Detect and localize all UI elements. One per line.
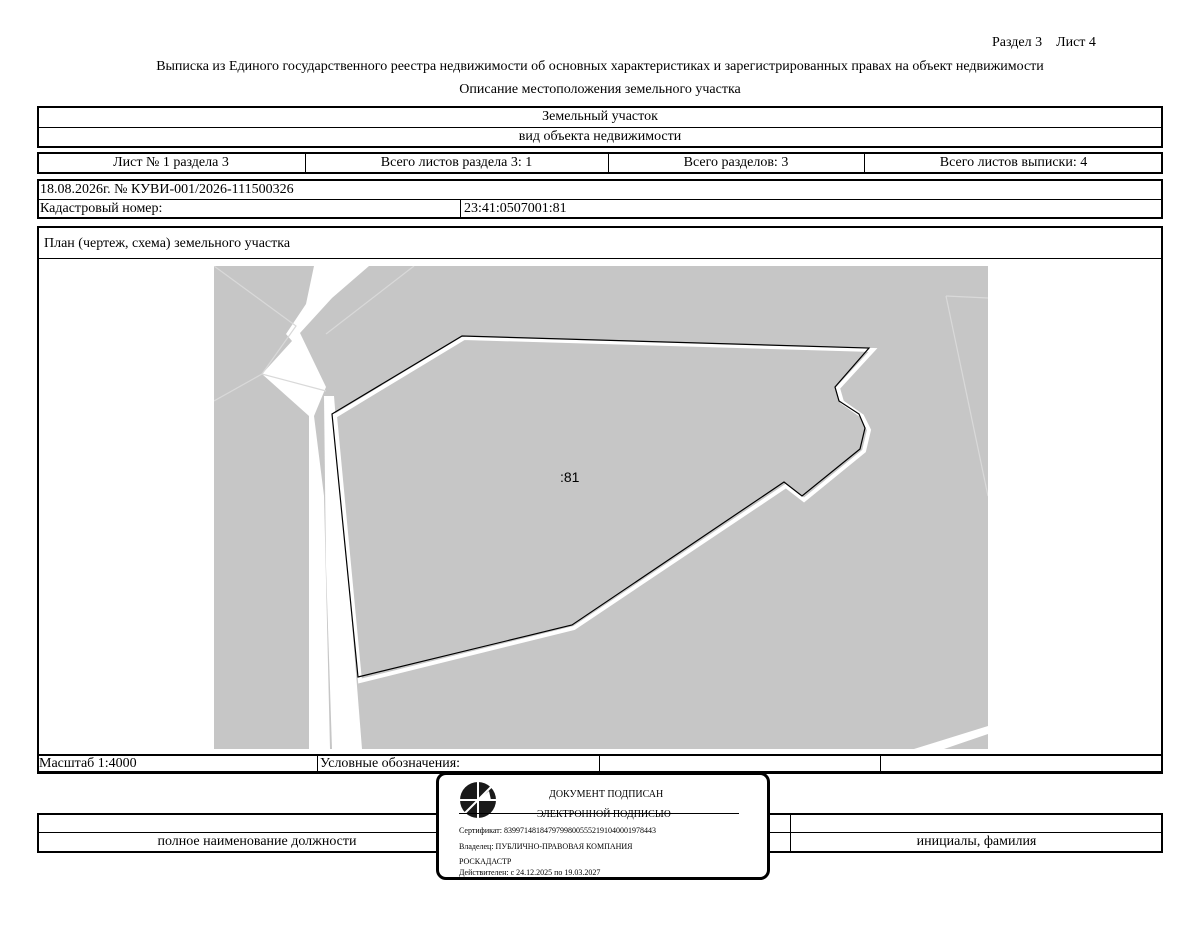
divider	[37, 199, 1163, 200]
divider	[599, 754, 600, 774]
object-type-caption: вид объекта недвижимости	[518, 129, 682, 144]
parcel-label: :81	[560, 469, 580, 485]
total-section-sheets: Всего листов раздела 3: 1	[380, 155, 533, 170]
document-title: Выписка из Единого государственного реестра недвижимости об основных характеристиках и зарегистрированных правах на объект недвижимости	[156, 59, 1044, 74]
sheet-number: Лист № 1 раздела 3	[113, 155, 229, 170]
stamp-line1: ДОКУМЕНТ ПОДПИСАН	[549, 789, 664, 800]
position-caption: полное наименование должности	[157, 834, 357, 849]
cadastral-number-value: 23:41:0507001:81	[464, 201, 567, 216]
divider	[37, 258, 1163, 259]
stamp-owner: Владелец: ПУБЛИЧНО-ПРАВОВАЯ КОМПАНИЯ	[459, 842, 633, 851]
legend-table	[37, 754, 1163, 774]
cadastral-number-label: Кадастровый номер:	[40, 201, 163, 216]
stamp-certificate: Сертификат: 83997148184797998005552191040001978443	[459, 826, 656, 835]
plan-title: План (чертеж, схема) земельного участка	[44, 236, 291, 251]
total-sections: Всего разделов: 3	[683, 155, 789, 170]
scale-label: Масштаб 1:4000	[39, 756, 137, 771]
document-subtitle: Описание местоположения земельного участка	[459, 82, 741, 97]
record-date-number: 18.08.2026г. № КУВИ-001/2026-111500326	[40, 182, 294, 197]
object-type: Земельный участок	[542, 109, 658, 124]
section-sheet-label: Раздел 3 Лист 4	[992, 35, 1096, 50]
parcel-map	[214, 266, 988, 749]
divider	[317, 754, 318, 774]
divider	[459, 813, 739, 814]
name-caption: инициалы, фамилия	[916, 834, 1037, 849]
stamp-owner2: РОСКАДАСТР	[459, 857, 512, 866]
total-extract-sheets: Всего листов выписки: 4	[939, 155, 1088, 170]
divider	[460, 199, 461, 219]
legend-label: Условные обозначения:	[320, 756, 461, 771]
stamp-line2: ЭЛЕКТРОННОЙ ПОДПИСЬЮ	[537, 809, 671, 820]
divider	[37, 127, 1163, 128]
e-signature-stamp	[436, 772, 770, 880]
divider	[880, 754, 881, 774]
stamp-valid: Действителен: с 24.12.2025 по 19.03.2027	[459, 868, 601, 877]
